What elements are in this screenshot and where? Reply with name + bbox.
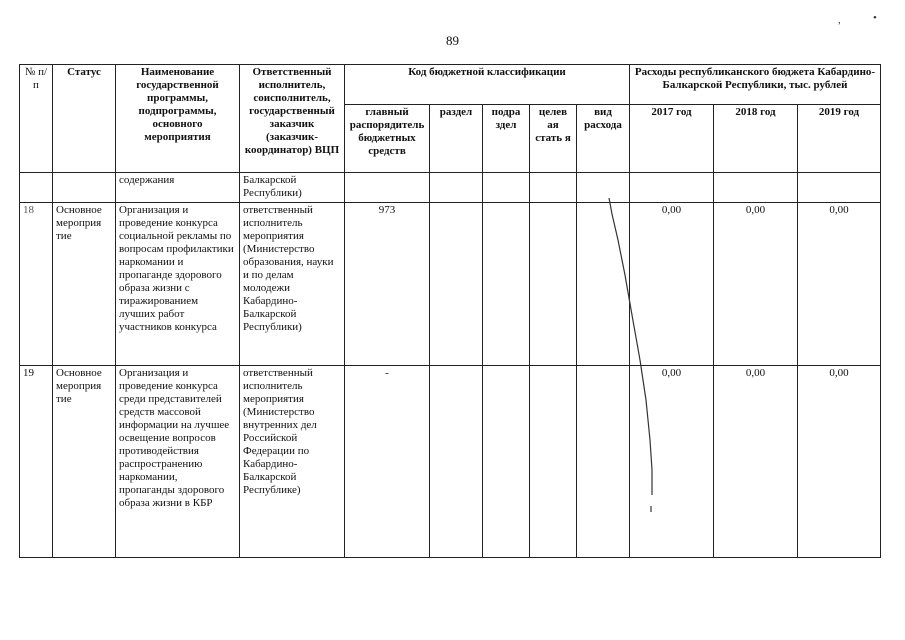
row-type [577, 173, 630, 203]
header-num: № п/п [20, 65, 53, 173]
row-2019 [798, 173, 881, 203]
row-section [430, 173, 483, 203]
scan-mark: , [838, 14, 841, 26]
table-row [20, 173, 881, 203]
budget-table [19, 64, 881, 558]
row-section [430, 203, 483, 366]
row-2017: 0,00 [630, 203, 714, 366]
row-main-code [345, 173, 430, 203]
row-target [530, 173, 577, 203]
scan-mark: • [873, 12, 877, 24]
header-budget-code: Код бюджетной классификации [345, 65, 630, 105]
row-target [530, 366, 577, 558]
row-num [20, 173, 53, 203]
header-name: Наименование государственной программы, подпрограммы, основного мероприятия [116, 65, 240, 173]
row-num: 18 [20, 203, 53, 366]
row-subsection [483, 366, 530, 558]
row-status: Основное мероприя тие [53, 366, 116, 558]
page-number: 89 [446, 33, 459, 48]
row-target [530, 203, 577, 366]
table-row [20, 366, 881, 558]
row-name: содержания [116, 173, 240, 203]
row-subsection [483, 203, 530, 366]
row-2017: 0,00 [630, 366, 714, 558]
header-main-manager: главный распорядитель бюджетных средств [345, 105, 430, 173]
header-section: раздел [430, 105, 483, 173]
header-year-2018: 2018 год [714, 105, 798, 173]
header-subsection: подра здел [483, 105, 530, 173]
row-type [577, 366, 630, 558]
header-target-item: целев ая стать я [530, 105, 577, 173]
row-main-code: 973 [345, 203, 430, 366]
header-executor: Ответственный исполнитель, соисполнитель, государственный заказчик (заказчик-координатор) ВЦП [240, 65, 345, 173]
header-status: Статус [53, 65, 116, 173]
row-subsection [483, 173, 530, 203]
header-expenses: Расходы республиканского бюджета Кабардино-Балкарской Республики, тыс. рублей [630, 65, 881, 105]
row-2018: 0,00 [714, 366, 798, 558]
row-executor: ответственный исполнитель мероприятия (Министерство образования, науки и по делам молодежи Кабардино-Балкарской Республики) [240, 203, 345, 366]
row-2019: 0,00 [798, 203, 881, 366]
row-2019: 0,00 [798, 366, 881, 558]
row-main-code: - [345, 366, 430, 558]
header-year-2019: 2019 год [798, 105, 881, 173]
row-2018: 0,00 [714, 203, 798, 366]
row-2018 [714, 173, 798, 203]
row-name: Организация и проведение конкурса социальной рекламы по вопросам профилактики наркомании и пропаганде здорового образа жизни с тиражированием лучших работ участников конкурса [116, 203, 240, 366]
row-executor: Балкарской Республики) [240, 173, 345, 203]
row-name: Организация и проведение конкурса среди представителей средств массовой информации на лучшее освещение вопросов противодействия распространению наркомании, пропаганды здорового образа жизни в КБР [116, 366, 240, 558]
header-row [20, 65, 881, 105]
header-year-2017: 2017 год [630, 105, 714, 173]
row-2017 [630, 173, 714, 203]
row-status [53, 173, 116, 203]
header-expense-type: вид расхода [577, 105, 630, 173]
row-type [577, 203, 630, 366]
row-executor: ответственный исполнитель мероприятия (Министерство внутренних дел Российской Федерации по Кабардино-Балкарской Республике) [240, 366, 345, 558]
row-status: Основное мероприя тие [53, 203, 116, 366]
table-row [20, 203, 881, 366]
row-section [430, 366, 483, 558]
row-num: 19 [20, 366, 53, 558]
